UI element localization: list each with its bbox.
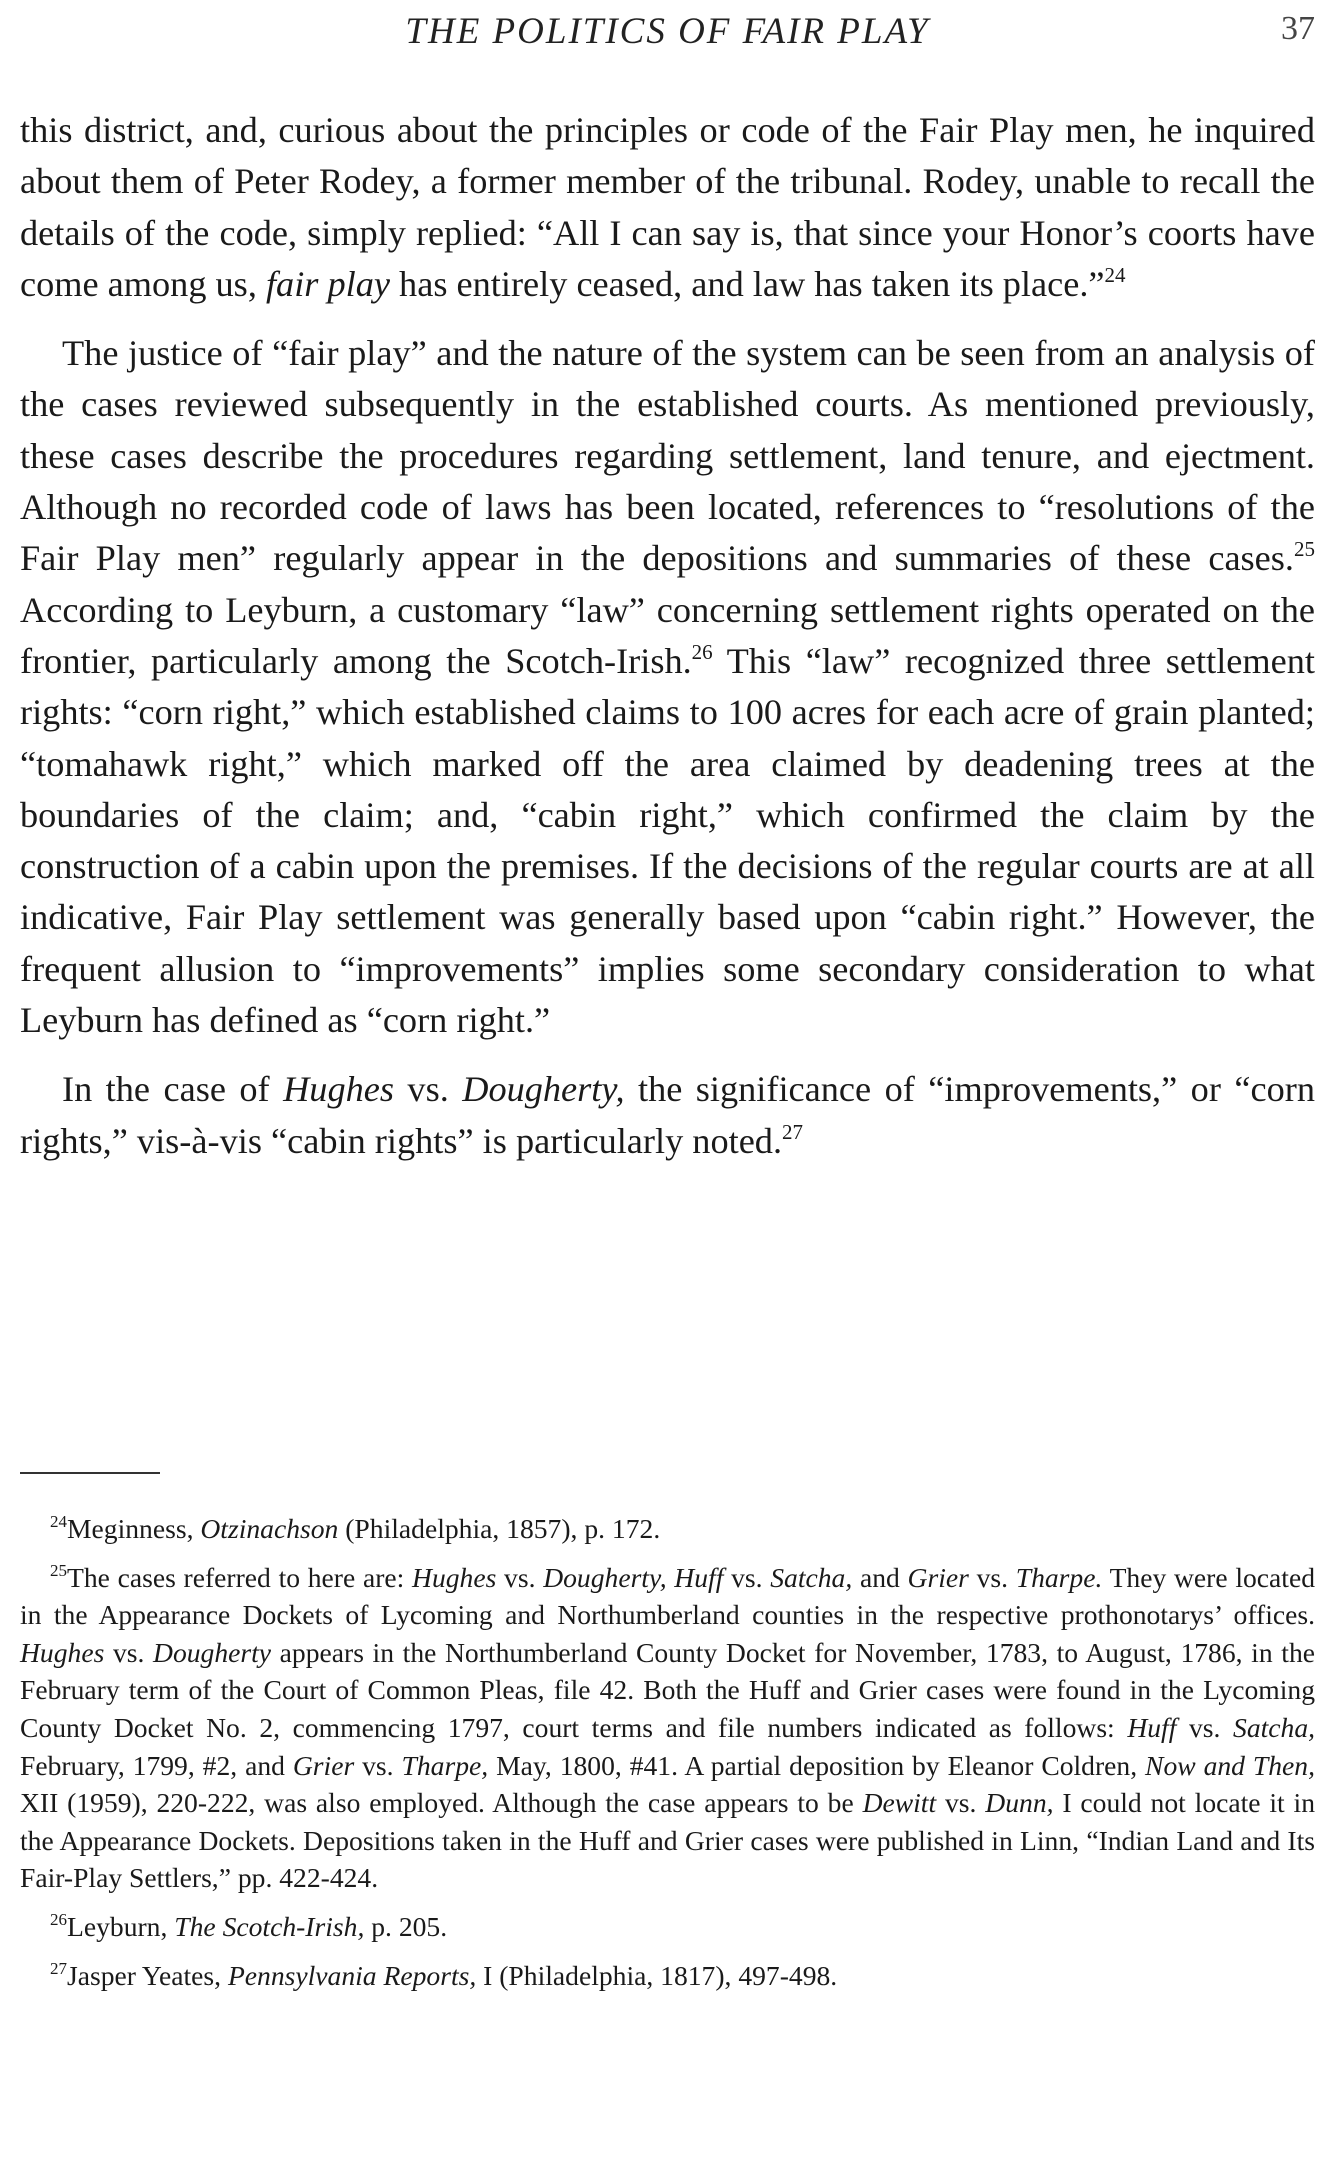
italic-text: Hughes (20, 1636, 105, 1668)
footnote-text: I (Philadelphia, 1817), 497-498. (476, 1959, 838, 1991)
footnote-text: vs. (104, 1636, 154, 1668)
footnote-text: vs. (723, 1561, 771, 1593)
footnote-text: XII (1959), 220-222, was also employed. Although the case appears to be (20, 1787, 863, 1819)
paragraph-1 (20, 105, 1315, 310)
footnote-text: and (852, 1561, 908, 1593)
footnote-number: 26 (50, 1909, 67, 1929)
footnote-text: Meginness, (67, 1513, 201, 1544)
italic-text: The Scotch-Irish, (174, 1910, 365, 1942)
footnote-divider (20, 1472, 160, 1474)
footnote-text: They were located in the Appearance Dockets of Lycoming and Northumberland counties in the respective prothonotarys’ offices. (20, 1561, 1315, 1631)
italic-text: Hughes (412, 1561, 497, 1593)
italic-text: Huff (1127, 1711, 1177, 1743)
footnote-ref-27: 27 (782, 1119, 804, 1144)
italic-text: Dougherty, Huff (543, 1561, 724, 1593)
italic-text: Grier (907, 1561, 969, 1593)
paragraph-text: According to Leyburn, a customary “law” concerning settlement rights operated on the frontier, particularly among the Scotch-Irish. (20, 589, 1315, 681)
italic-text: Satcha, (770, 1561, 853, 1593)
italic-text: Otzinachson (200, 1513, 339, 1544)
footnote-text: May, 1800, #41. A partial deposition by Eleanor Coldren, (488, 1749, 1146, 1781)
italic-text: Dewitt (862, 1787, 937, 1819)
footnote-24 (20, 1510, 1315, 1548)
footnote-text: vs. (936, 1787, 986, 1819)
footnote-text: vs. (496, 1561, 544, 1593)
footnote-text: Leyburn, (67, 1910, 175, 1942)
footnote-text: (Philadelphia, 1857), p. 172. (338, 1513, 661, 1544)
paragraph-text: the significance of “improvements,” or “corn rights,” vis-à-vis “cabin rights” is particularly noted. (20, 1069, 1315, 1161)
italic-text: Now and Then, (1145, 1749, 1315, 1781)
paragraph-text: vs. (393, 1069, 463, 1110)
italic-text: Dunn, (985, 1787, 1054, 1819)
footnote-text: The cases referred to here are: (67, 1561, 413, 1593)
footnote-text: Jasper Yeates, (67, 1959, 228, 1991)
footnote-ref-24: 24 (1104, 262, 1126, 287)
footnote-text: p. 205. (364, 1910, 448, 1942)
footnote-text: appears in the Northumberland County Docket for November, 1783, to August, 1786, in the February term of the Court of Common Pleas, file 42. Both the Huff and Grier cases were found in the Lycoming County Docket No. 2, commencing 1797, court terms and file numbers indicated as follows: (20, 1636, 1315, 1743)
footnote-text: vs. (968, 1561, 1016, 1593)
italic-text: Grier (292, 1749, 355, 1781)
footnote-text: February, 1799, #2, and (20, 1749, 293, 1781)
paragraph-text: This “law” recognized three settlement rights: “corn right,” which established claims to 100 acres for each acre of grain planted; “tomahawk right,” which marked off the area claimed by deadening trees at the boundaries of the claim; and, “cabin right,” which confirmed the claim by the construction of a cabin upon the premises. If the decisions of the regular courts are at all indicative, Fair Play settlement was generally based upon “cabin right.” However, the frequent allusion to “improvements” implies some secondary consideration to what Leyburn has defined as “corn right.” (20, 640, 1315, 1041)
italic-text: fair play (265, 263, 390, 304)
italic-text: Dougherty, (462, 1069, 625, 1110)
footnote-ref-26: 26 (691, 639, 713, 664)
footnote-text: vs. (1176, 1711, 1234, 1743)
footnotes (20, 1510, 1315, 2005)
body-text (20, 105, 1315, 1167)
italic-text: Pennsylvania Reports, (227, 1959, 477, 1991)
italic-text: Tharpe. (1015, 1561, 1103, 1593)
footnote-number: 24 (50, 1512, 67, 1531)
paragraph-text: this district, and, curious about the principles or code of the Fair Play men, he inquired about them of Peter Rodey, a former member of the tribunal. Rodey, unable to recall the details of the code, simply replied: “All I can say is, that since your Honor’s coorts have come among us, (20, 110, 1315, 304)
footnote-number: 27 (50, 1958, 67, 1978)
paragraph-3 (20, 1064, 1315, 1167)
italic-text: Hughes (283, 1069, 394, 1110)
paragraph-2 (20, 328, 1315, 1046)
paragraph-text: The justice of “fair play” and the nature of the system can be seen from an analysis of the cases reviewed subsequently in the established courts. As mentioned previously, these cases describe the procedures regarding settlement, land tenure, and ejectment. Although no recorded code of laws has been located, references to “resolutions of the Fair Play men” regularly appear in the depositions and summaries of these cases. (20, 333, 1315, 579)
page-number: 37 (1281, 10, 1315, 47)
italic-text: Satcha, (1233, 1711, 1316, 1743)
footnote-ref-25: 25 (1294, 537, 1315, 562)
footnote-27 (20, 1957, 1315, 1995)
footnote-26 (20, 1908, 1315, 1946)
footnote-25 (20, 1559, 1315, 1897)
italic-text: Tharpe, (401, 1749, 489, 1781)
paragraph-text: has entirely ceased, and law has taken its place.” (389, 263, 1105, 304)
footnote-number: 25 (50, 1560, 67, 1580)
book-page (20, 0, 1315, 2159)
italic-text: Dougherty (153, 1636, 272, 1668)
paragraph-text: In the case of (62, 1069, 284, 1110)
running-title: THE POLITICS OF FAIR PLAY (405, 11, 930, 52)
footnote-text: I could not locate it in the Appearance Dockets. Depositions taken in the Huff and Grier cases were published in Linn, “Indian Land and Its Fair-Play Settlers,” pp. 422-424. (20, 1787, 1316, 1894)
running-head (20, 0, 1315, 60)
footnote-text: vs. (354, 1749, 402, 1781)
